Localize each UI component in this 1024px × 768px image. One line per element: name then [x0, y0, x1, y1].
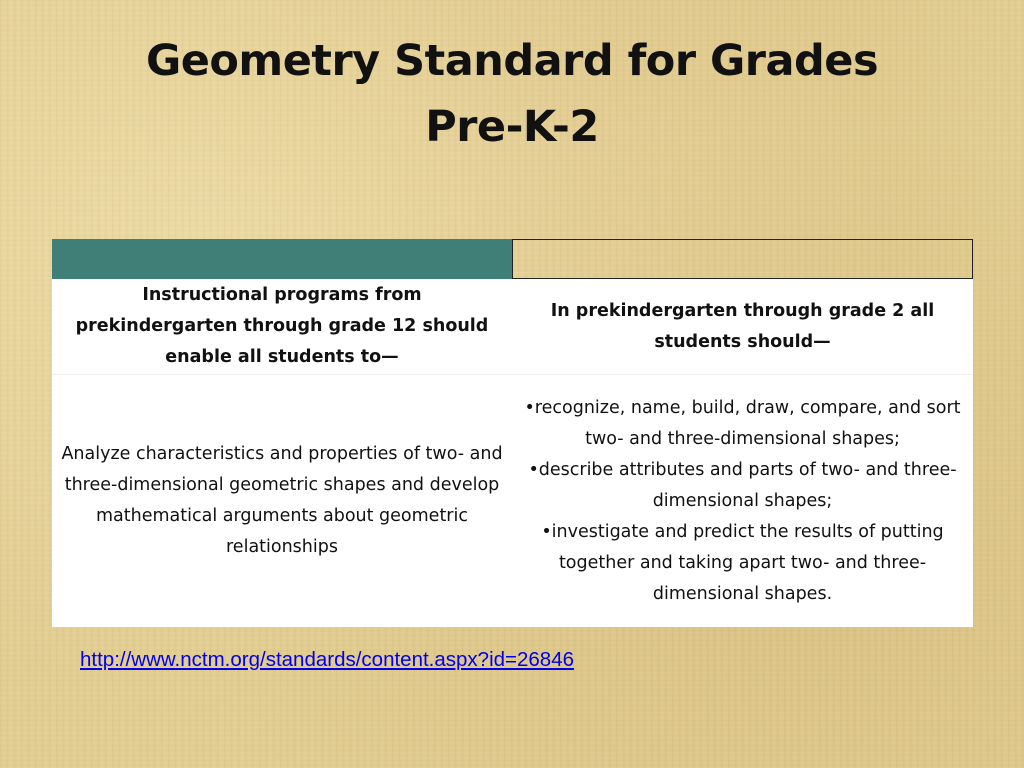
- slide-title: [60, 28, 964, 160]
- slide-title-line-1: Geometry Standard for Grades: [145, 36, 879, 86]
- expectation-item: •recognize, name, build, draw, compare, and sort two- and three-dimensional shapes;: [524, 397, 961, 449]
- table-header-left-cell: [52, 239, 512, 279]
- slide-title-line-2: Pre-K-2: [425, 102, 599, 152]
- table-row: [52, 279, 973, 374]
- table-header-right-cell: [512, 239, 973, 279]
- programs-header-cell: Instructional programs from prekindergarten through grade 12 should enable all students to—: [75, 285, 489, 367]
- expectation-item: •investigate and predict the results of putting together and taking apart two- and three-dimensional shapes.: [541, 521, 944, 604]
- nctm-source-link[interactable]: http://www.nctm.org/standards/content.aspx?id=26846: [80, 648, 575, 671]
- grade-band-header-cell: In prekindergarten through grade 2 all students should—: [550, 300, 935, 352]
- table-row: [52, 374, 973, 627]
- expectation-item: •describe attributes and parts of two- and three-dimensional shapes;: [528, 459, 957, 511]
- expectations-list: [518, 393, 967, 610]
- expectations-cell: [512, 375, 973, 627]
- standard-description-cell: Analyze characteristics and properties of two- and three-dimensional geometric shapes and develop mathematical arguments about geometric relationships: [61, 444, 503, 557]
- standards-table: [52, 239, 973, 626]
